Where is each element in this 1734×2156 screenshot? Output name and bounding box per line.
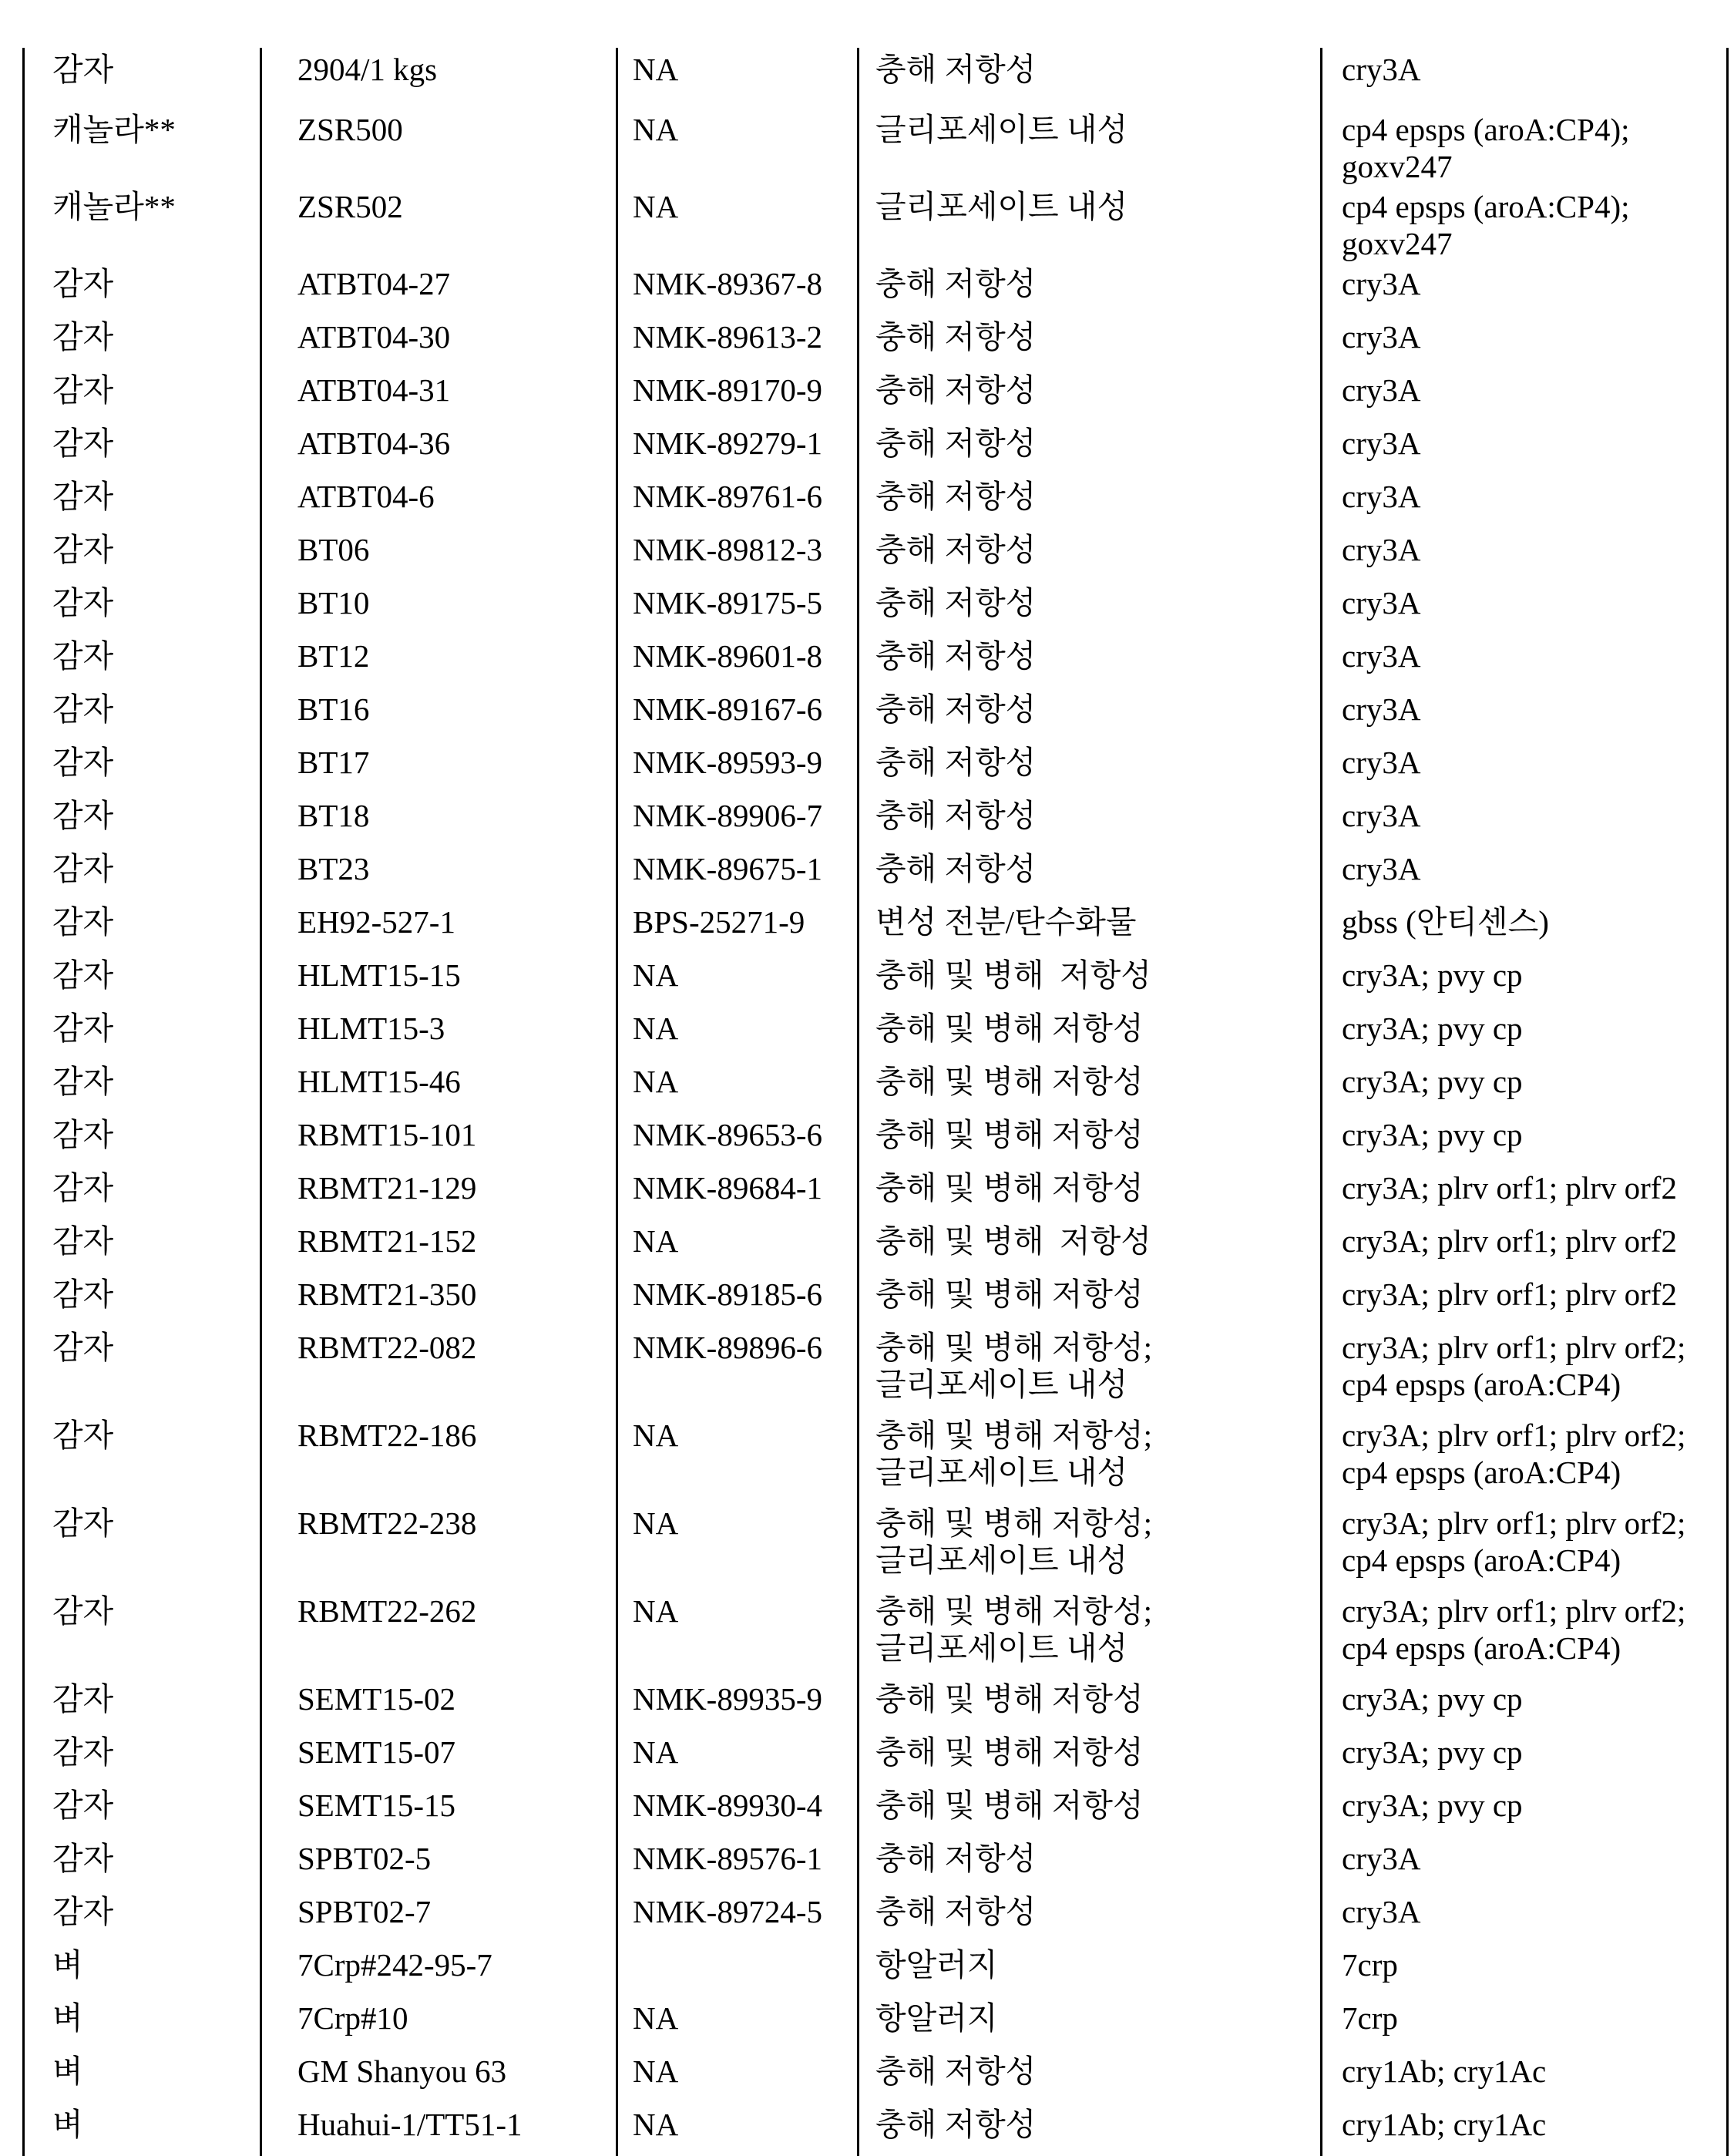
trait-cell: 충해 저항성 (859, 688, 1322, 741)
trait-cell: 충해 저항성 (859, 368, 1322, 422)
approval-number-cell: NA (618, 1219, 859, 1273)
table-row (25, 1060, 1726, 1113)
trait-cell: 충해 및 병해 저항성 (859, 1677, 1322, 1731)
event-name-cell: GM Shanyou 63 (262, 2050, 618, 2103)
approval-number-cell: NA (618, 48, 859, 108)
crop-name-cell: 감자 (25, 1677, 262, 1731)
approval-number-cell: NMK-89761-6 (618, 475, 859, 528)
trait-cell: 충해 저항성 (859, 581, 1322, 634)
crop-name-cell: 감자 (25, 475, 262, 528)
crop-name-cell: 감자 (25, 1326, 262, 1414)
crop-name-cell: 감자 (25, 315, 262, 368)
trait-cell: 충해 및 병해 저항성 (859, 1731, 1322, 1784)
table-row (25, 368, 1726, 422)
crop-name-cell: 감자 (25, 1589, 262, 1677)
trait-cell: 충해 저항성 (859, 315, 1322, 368)
crop-name-cell: 감자 (25, 1219, 262, 1273)
event-name-cell: ATBT04-27 (262, 262, 618, 315)
event-name-cell: RBMT22-262 (262, 1589, 618, 1677)
inserted-genes-cell: cp4 epsps (aroA:CP4); goxv247 (1342, 189, 1630, 261)
event-name-cell: EH92-527-1 (262, 900, 618, 954)
approval-number-cell: NMK-89593-9 (618, 741, 859, 794)
inserted-genes-cell: cry3A (1342, 691, 1421, 727)
event-name-cell: ZSR500 (262, 108, 618, 185)
event-name-cell: SEMT15-15 (262, 1784, 618, 1837)
crop-name-cell: 감자 (25, 688, 262, 741)
table-row (25, 1219, 1726, 1273)
inserted-genes-cell: cry3A; plrv orf1; plrv orf2 (1342, 1170, 1677, 1206)
table-row (25, 185, 1726, 262)
inserted-genes-cell: cry3A; pvy cp (1342, 1117, 1523, 1152)
approval-number-cell: NMK-89675-1 (618, 847, 859, 900)
table-row (25, 1326, 1726, 1414)
table-row (25, 581, 1726, 634)
approval-number-cell: NMK-89653-6 (618, 1113, 859, 1166)
inserted-genes-cell: cry3A (1342, 479, 1421, 514)
approval-number-cell: NMK-89935-9 (618, 1677, 859, 1731)
approval-number-cell: NMK-89613-2 (618, 315, 859, 368)
crop-name-cell: 캐놀라** (25, 185, 262, 262)
event-name-cell: 7Crp#242-95-7 (262, 1943, 618, 1996)
table-row (25, 108, 1726, 185)
event-name-cell: 7Crp#10 (262, 1996, 618, 2050)
approval-number-cell: NA (618, 2103, 859, 2156)
table-row (25, 422, 1726, 475)
trait-cell: 충해 저항성 (859, 422, 1322, 475)
crop-name-cell: 감자 (25, 368, 262, 422)
approval-number-cell: NA (618, 108, 859, 185)
crop-name-cell: 벼 (25, 2050, 262, 2103)
event-name-cell: 2904/1 kgs (262, 48, 618, 108)
crop-name-cell: 감자 (25, 1166, 262, 1219)
inserted-genes-cell: cry3A (1342, 1894, 1421, 1929)
event-name-cell: ATBT04-30 (262, 315, 618, 368)
crop-name-cell: 감자 (25, 528, 262, 581)
event-name-cell: BT12 (262, 634, 618, 688)
crop-name-cell: 감자 (25, 1113, 262, 1166)
trait-cell: 충해 저항성 (859, 2103, 1322, 2156)
crop-name-cell: 감자 (25, 900, 262, 954)
table-row (25, 1589, 1726, 1677)
trait-cell: 항알러지 (859, 1943, 1322, 1996)
event-name-cell: BT10 (262, 581, 618, 634)
approval-number-cell: NMK-89367-8 (618, 262, 859, 315)
inserted-genes-cell: cry3A; plrv orf1; plrv orf2; cp4 epsps (aroA:CP4) (1342, 1593, 1686, 1666)
trait-cell: 충해 및 병해 저항성; 글리포세이트 내성 (859, 1414, 1322, 1502)
table-row (25, 1677, 1726, 1731)
crop-name-cell: 감자 (25, 48, 262, 108)
crop-name-cell: 감자 (25, 794, 262, 847)
event-name-cell: SPBT02-5 (262, 1837, 618, 1890)
inserted-genes-cell: cry3A; plrv orf1; plrv orf2; cp4 epsps (aroA:CP4) (1342, 1330, 1686, 1402)
event-name-cell: RBMT22-186 (262, 1414, 618, 1502)
inserted-genes-cell: cry3A (1342, 585, 1421, 621)
event-name-cell: RBMT21-350 (262, 1273, 618, 1326)
event-name-cell: RBMT21-152 (262, 1219, 618, 1273)
event-name-cell: BT16 (262, 688, 618, 741)
trait-cell: 충해 및 병해 저항성 (859, 1219, 1322, 1273)
event-name-cell: HLMT15-46 (262, 1060, 618, 1113)
approval-number-cell: NMK-89279-1 (618, 422, 859, 475)
inserted-genes-cell: cry3A (1342, 52, 1421, 87)
trait-cell: 충해 저항성 (859, 1837, 1322, 1890)
trait-cell: 충해 및 병해 저항성 (859, 1166, 1322, 1219)
crop-name-cell: 감자 (25, 1007, 262, 1060)
approval-number-cell: NMK-89170-9 (618, 368, 859, 422)
trait-cell: 충해 저항성 (859, 48, 1322, 108)
event-name-cell: BT17 (262, 741, 618, 794)
table-row (25, 1943, 1726, 1996)
crop-name-cell: 감자 (25, 1414, 262, 1502)
inserted-genes-cell: cry3A; pvy cp (1342, 1734, 1523, 1770)
approval-number-cell: NA (618, 1007, 859, 1060)
trait-cell: 충해 저항성 (859, 262, 1322, 315)
approval-number-cell: NMK-89576-1 (618, 1837, 859, 1890)
trait-cell: 변성 전분/탄수화물 (859, 900, 1322, 954)
table-row (25, 1113, 1726, 1166)
approval-number-cell: NA (618, 1060, 859, 1113)
crop-name-cell: 감자 (25, 1060, 262, 1113)
trait-cell: 충해 저항성 (859, 847, 1322, 900)
trait-cell: 충해 및 병해 저항성 (859, 1784, 1322, 1837)
approval-number-cell: NMK-89601-8 (618, 634, 859, 688)
table-row (25, 1996, 1726, 2050)
table-row (25, 1837, 1726, 1890)
table-row (25, 475, 1726, 528)
event-name-cell: RBMT22-238 (262, 1502, 618, 1589)
approval-number-cell: NMK-89724-5 (618, 1890, 859, 1943)
crop-name-cell: 벼 (25, 2103, 262, 2156)
trait-cell: 충해 및 병해 저항성 (859, 954, 1322, 1007)
approval-number-cell: NMK-89175-5 (618, 581, 859, 634)
crop-name-cell: 감자 (25, 262, 262, 315)
event-name-cell: RBMT21-129 (262, 1166, 618, 1219)
table-row (25, 794, 1726, 847)
table-row (25, 1784, 1726, 1837)
trait-cell: 충해 저항성 (859, 794, 1322, 847)
approval-number-cell: NA (618, 1589, 859, 1677)
event-name-cell: ZSR502 (262, 185, 618, 262)
inserted-genes-cell: cry3A (1342, 798, 1421, 833)
inserted-genes-cell: 7crp (1342, 2000, 1398, 2036)
crop-name-cell: 감자 (25, 1273, 262, 1326)
trait-cell: 충해 및 병해 저항성 (859, 1273, 1322, 1326)
table-row (25, 741, 1726, 794)
approval-number-cell (618, 1943, 859, 1996)
inserted-genes-cell: cry3A; pvy cp (1342, 1681, 1523, 1717)
inserted-genes-cell: cry3A (1342, 532, 1421, 567)
event-name-cell: SEMT15-02 (262, 1677, 618, 1731)
crop-name-cell: 감자 (25, 1784, 262, 1837)
approval-number-cell: NA (618, 185, 859, 262)
table-row (25, 634, 1726, 688)
trait-cell: 충해 및 병해 저항성; 글리포세이트 내성 (859, 1326, 1322, 1414)
inserted-genes-cell: cry3A (1342, 372, 1421, 408)
trait-cell: 충해 저항성 (859, 634, 1322, 688)
inserted-genes-cell: cry3A; pvy cp (1342, 1064, 1523, 1099)
table-row (25, 1007, 1726, 1060)
inserted-genes-cell: cry3A; plrv orf1; plrv orf2; cp4 epsps (aroA:CP4) (1342, 1505, 1686, 1578)
crop-name-cell: 감자 (25, 422, 262, 475)
table-row (25, 1273, 1726, 1326)
table-row (25, 315, 1726, 368)
inserted-genes-cell: cry3A (1342, 1841, 1421, 1876)
approval-number-cell: NA (618, 1731, 859, 1784)
crop-name-cell: 감자 (25, 741, 262, 794)
table-row (25, 847, 1726, 900)
inserted-genes-cell: cry1Ab; cry1Ac (1342, 2053, 1547, 2089)
event-name-cell: BT18 (262, 794, 618, 847)
event-name-cell: ATBT04-31 (262, 368, 618, 422)
trait-cell: 충해 저항성 (859, 528, 1322, 581)
event-name-cell: RBMT15-101 (262, 1113, 618, 1166)
table-row (25, 2050, 1726, 2103)
event-name-cell: SPBT02-7 (262, 1890, 618, 1943)
inserted-genes-cell: cry1Ab; cry1Ac (1342, 2107, 1547, 2142)
table-row (25, 48, 1726, 108)
approval-number-cell: NMK-89185-6 (618, 1273, 859, 1326)
approval-number-cell: NMK-89812-3 (618, 528, 859, 581)
approval-number-cell: NMK-89896-6 (618, 1326, 859, 1414)
event-name-cell: ATBT04-6 (262, 475, 618, 528)
trait-cell: 글리포세이트 내성 (859, 108, 1322, 185)
event-name-cell: BT06 (262, 528, 618, 581)
trait-cell: 충해 저항성 (859, 475, 1322, 528)
table-row (25, 688, 1726, 741)
trait-cell: 글리포세이트 내성 (859, 185, 1322, 262)
table-row (25, 2103, 1726, 2156)
inserted-genes-cell: cry3A; pvy cp (1342, 957, 1523, 993)
inserted-genes-cell: cry3A (1342, 851, 1421, 886)
trait-cell: 충해 및 병해 저항성; 글리포세이트 내성 (859, 1589, 1322, 1677)
crop-name-cell: 감자 (25, 954, 262, 1007)
table-row (25, 1502, 1726, 1589)
crop-name-cell: 감자 (25, 1502, 262, 1589)
inserted-genes-cell: cry3A; plrv orf1; plrv orf2; cp4 epsps (aroA:CP4) (1342, 1418, 1686, 1490)
inserted-genes-cell: cry3A (1342, 319, 1421, 355)
approval-number-cell: NMK-89167-6 (618, 688, 859, 741)
trait-cell: 항알러지 (859, 1996, 1322, 2050)
event-name-cell: Huahui-1/TT51-1 (262, 2103, 618, 2156)
trait-cell: 충해 및 병해 저항성 (859, 1007, 1322, 1060)
approval-number-cell: NA (618, 1996, 859, 2050)
inserted-genes-cell: cry3A; pvy cp (1342, 1788, 1523, 1823)
approval-number-cell: NMK-89906-7 (618, 794, 859, 847)
inserted-genes-cell: cry3A (1342, 638, 1421, 674)
inserted-genes-cell: cry3A; pvy cp (1342, 1011, 1523, 1046)
table-row (25, 1414, 1726, 1502)
trait-cell: 충해 및 병해 저항성 (859, 1113, 1322, 1166)
inserted-genes-cell: cry3A; plrv orf1; plrv orf2 (1342, 1223, 1677, 1259)
inserted-genes-cell: cry3A (1342, 266, 1421, 301)
approval-number-cell: NA (618, 1502, 859, 1589)
trait-cell: 충해 저항성 (859, 1890, 1322, 1943)
approval-number-cell: BPS-25271-9 (618, 900, 859, 954)
table-row (25, 1166, 1726, 1219)
table-row (25, 262, 1726, 315)
trait-cell: 충해 저항성 (859, 2050, 1322, 2103)
crop-name-cell: 감자 (25, 1837, 262, 1890)
table-row (25, 900, 1726, 954)
inserted-genes-cell: cry3A (1342, 425, 1421, 461)
crop-name-cell: 벼 (25, 1996, 262, 2050)
event-name-cell: RBMT22-082 (262, 1326, 618, 1414)
approval-number-cell: NA (618, 954, 859, 1007)
table-row (25, 954, 1726, 1007)
inserted-genes-cell: cp4 epsps (aroA:CP4); goxv247 (1342, 112, 1630, 184)
event-name-cell: ATBT04-36 (262, 422, 618, 475)
crop-name-cell: 캐놀라** (25, 108, 262, 185)
approval-number-cell: NMK-89684-1 (618, 1166, 859, 1219)
approval-number-cell: NA (618, 2050, 859, 2103)
event-name-cell: BT23 (262, 847, 618, 900)
table-row (25, 528, 1726, 581)
event-name-cell: HLMT15-15 (262, 954, 618, 1007)
approval-number-cell: NMK-89930-4 (618, 1784, 859, 1837)
event-name-cell: HLMT15-3 (262, 1007, 618, 1060)
crop-name-cell: 감자 (25, 581, 262, 634)
crop-name-cell: 감자 (25, 634, 262, 688)
inserted-genes-cell: cry3A; plrv orf1; plrv orf2 (1342, 1276, 1677, 1312)
trait-cell: 충해 및 병해 저항성; 글리포세이트 내성 (859, 1502, 1322, 1589)
table-row (25, 1890, 1726, 1943)
crop-name-cell: 벼 (25, 1943, 262, 1996)
event-name-cell: SEMT15-07 (262, 1731, 618, 1784)
inserted-genes-cell: gbss (안티센스) (1342, 904, 1549, 940)
table-row (25, 1731, 1726, 1784)
inserted-genes-cell: 7crp (1342, 1947, 1398, 1983)
trait-cell: 충해 저항성 (859, 741, 1322, 794)
trait-cell: 충해 및 병해 저항성 (859, 1060, 1322, 1113)
crop-name-cell: 감자 (25, 1731, 262, 1784)
crop-name-cell: 감자 (25, 1890, 262, 1943)
crop-name-cell: 감자 (25, 847, 262, 900)
gm-crop-events-table (22, 48, 1729, 2156)
inserted-genes-cell: cry3A (1342, 745, 1421, 780)
approval-number-cell: NA (618, 1414, 859, 1502)
